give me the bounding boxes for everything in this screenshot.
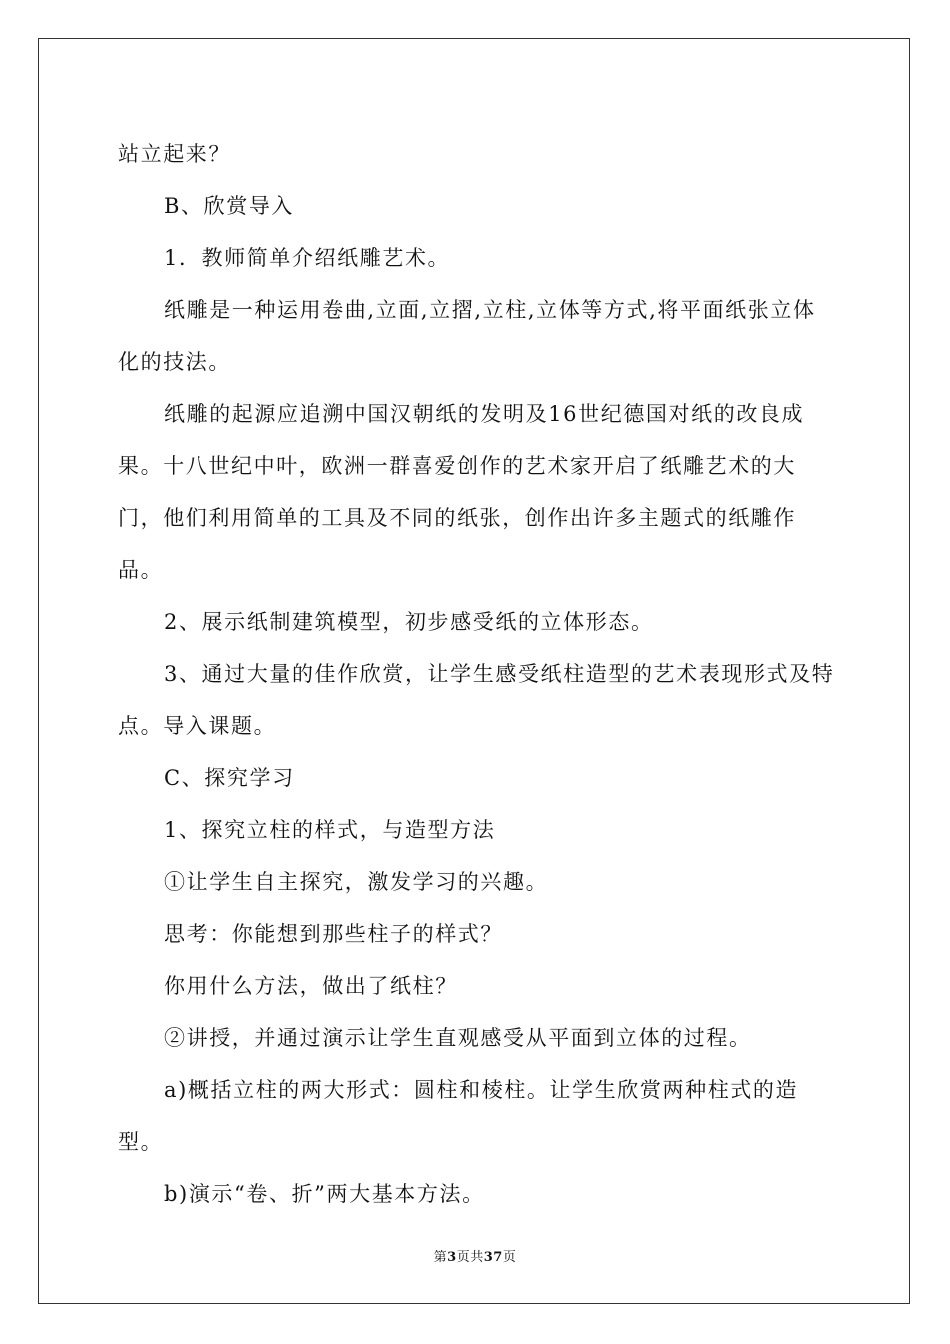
- total-pages: 37: [483, 1250, 503, 1265]
- list-item: b)演示“卷、折”两大基本方法。: [164, 1182, 485, 1206]
- page-number: 3: [447, 1250, 457, 1265]
- document-body: [118, 128, 838, 1220]
- footer-prefix: 第: [433, 1250, 448, 1265]
- list-item: 1、探究立柱的样式，与造型方法: [164, 818, 496, 842]
- list-item: 3、通过大量的佳作欣赏，让学生感受纸柱造型的艺术表现形式及特点。导入课题。: [118, 662, 835, 738]
- list-item: a)概括立柱的两大形式：圆柱和棱柱。让学生欣赏两种柱式的造型。: [118, 1078, 799, 1154]
- paragraph: 思考：你能想到那些柱子的样式？: [164, 922, 503, 946]
- footer-page-suffix: 页: [456, 1250, 471, 1265]
- section-heading-b: B、欣赏导入: [164, 194, 295, 218]
- paragraph: 你用什么方法，做出了纸柱？: [164, 974, 458, 998]
- footer-total-prefix: 共: [470, 1250, 484, 1265]
- footer-total-suffix: 页: [502, 1250, 517, 1265]
- list-item: ①让学生自主探究，激发学习的兴趣。: [164, 870, 549, 894]
- list-item: 1．教师简单介绍纸雕艺术。: [164, 246, 451, 270]
- list-item: ②讲授，并通过演示让学生直观感受从平面到立体的过程。: [164, 1026, 752, 1050]
- page-footer: [0, 1246, 950, 1265]
- list-item: 2、展示纸制建筑模型，初步感受纸的立体形态。: [164, 610, 654, 634]
- paragraph: 纸雕的起源应追溯中国汉朝纸的发明及16世纪德国对纸的改良成果。十八世纪中叶，欧洲一群喜爱创作的艺术家开启了纸雕艺术的大门，他们利用简单的工具及不同的纸张，创作出许多主题式的纸雕作品。: [118, 402, 805, 582]
- section-heading-c: C、探究学习: [164, 766, 295, 790]
- paragraph: 站立起来？: [118, 142, 231, 166]
- paragraph: 纸雕是一种运用卷曲,立面,立摺,立柱,立体等方式,将平面纸张立体化的技法。: [118, 298, 816, 374]
